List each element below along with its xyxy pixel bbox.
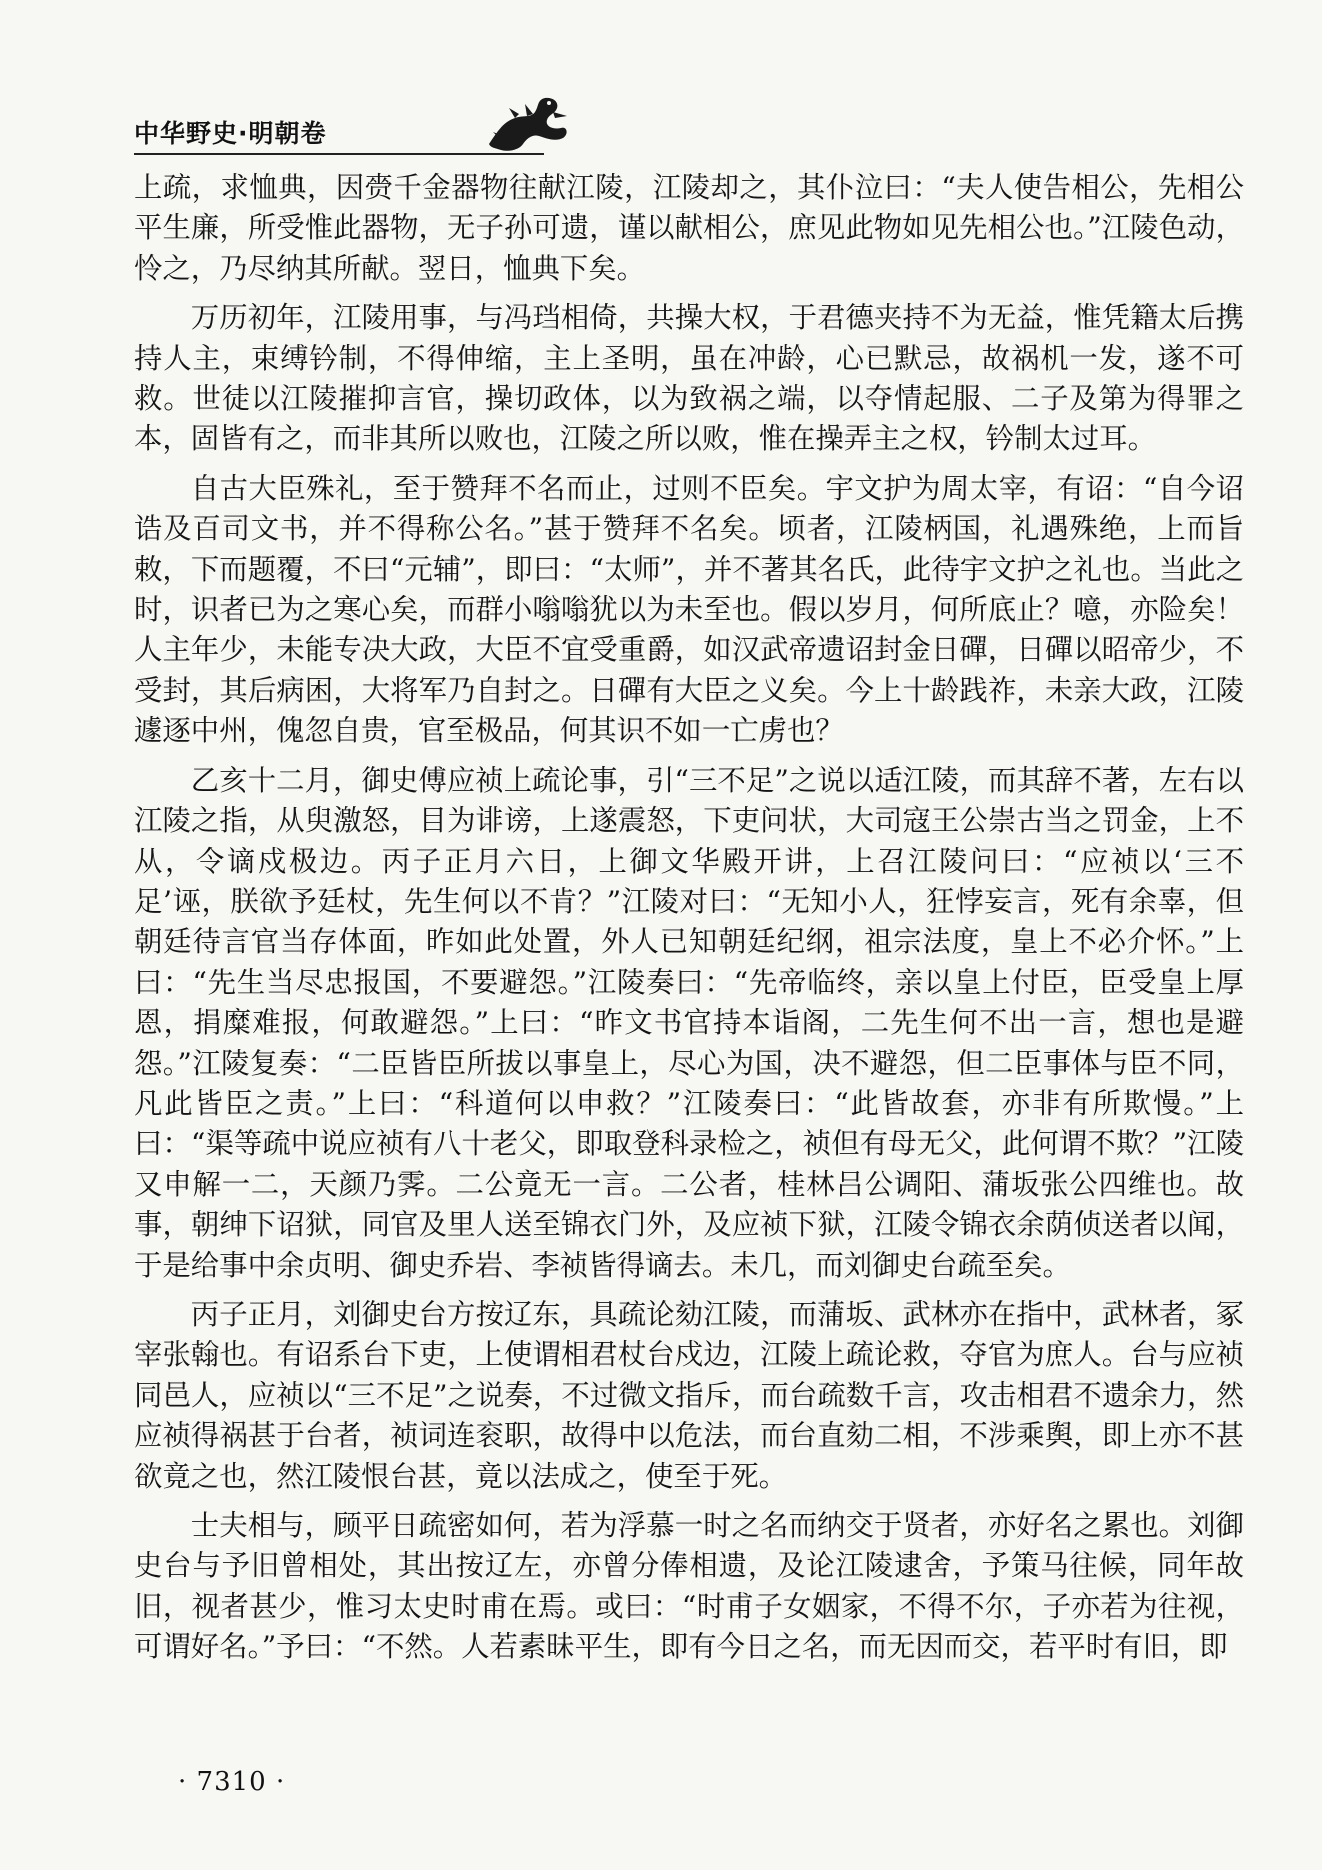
paragraph: 士夫相与，顾平日疏密如何，若为浮慕一时之名而纳交于贤者，亦好名之累也。刘御史台与予旧曾相处，其出按辽左，亦曾分俸相遗，及论江陵逮舍，予策马往候，同年故旧，视者甚少，惟习太史时甫在焉。或曰：“时甫子女姻家，不得不尔，子亦若为往视，可谓好名。”予曰：“不然。人若素昧平生，即有今日之名，而无因而交，若平时有旧，即 [134, 1509, 1244, 1664]
body-text [134, 168, 1244, 1677]
paragraph: 乙亥十二月，御史傅应祯上疏论事，引“三不足”之说以适江陵，而其辞不著，左右以江陵之指，从臾激怒，目为诽谤，上遂震怒，下吏问状，大司寇王公崇古当之罚金，上不从，令谪戍极边。丙子正月六日，上御文华殿开讲，上召江陵问曰：“应祯以‘三不足’诬，朕欲予廷杖，先生何以不肯？”江陵对曰：“无知小人，狂悖妄言，死有余辜，但朝廷待言官当存体面，昨如此处置，外人已知朝廷纪纲，祖宗法度，皇上不必介怀。”上曰：“先生当尽忠报国，不要避怨。”江陵奏曰：“先帝临终，亲以皇上付臣，臣受皇上厚恩，捐糜难报，何敢避怨。”上曰：“昨文书官持本诣阁，二先生何不出一言，想也是避怨。”江陵复奏：“二臣皆臣所拔以事皇上，尽心为国，决不避怨，但二臣事体与臣不同，凡此皆臣之责。”上曰：“科道何以申救？”江陵奏曰：“此皆故套，亦非有所欺慢。”上曰：“渠等疏中说应祯有八十老父，即取登科录检之，祯但有母无父，此何谓不欺？”江陵又申解一二，天颜乃霁。二公竟无一言。二公者，桂林吕公调阳、蒲坂张公四维也。故事，朝绅下诏狱，同官及里人送至锦衣门外，及应祯下狱，江陵令锦衣余荫侦送者以闻，于是给事中余贞明、御史乔岩、李祯皆得谪去。未几，而刘御史台疏至矣。 [134, 763, 1244, 1282]
dragon-emblem-icon [479, 92, 575, 156]
running-header [134, 92, 1244, 154]
header-title: 中华野史·明朝卷 [134, 119, 327, 148]
header-rule [134, 153, 544, 155]
paragraph: 上疏，求恤典，因赍千金器物往献江陵，江陵却之，其仆泣曰：“夫人使告相公，先相公平生廉，所受惟此器物，无子孙可遗，谨以献相公，庶见此物如见先相公也。”江陵色动，怜之，乃尽纳其所献。翌日，恤典下矣。 [134, 171, 1244, 285]
page-number: · 7310 · [178, 1767, 286, 1797]
paragraph: 丙子正月，刘御史台方按辽东，具疏论劾江陵，而蒲坂、武林亦在指中，武林者，冢宰张翰也。有诏系台下吏，上使谓相君杖台戍边，江陵上疏论救，夺官为庶人。台与应祯同邑人，应祯以“三不足”之说奏，不过微文指斥，而台疏数千言，攻击相君不遗余力，然应祯得祸甚于台者，祯词连衮职，故得中以危法，而台直劾二相，不涉乘舆，即上亦不甚欲竟之也，然江陵恨台甚，竟以法成之，使至于死。 [134, 1297, 1244, 1493]
paragraph: 自古大臣殊礼，至于赞拜不名而止，过则不臣矣。宇文护为周太宰，有诏：“自今诏诰及百司文书，并不得称公名。”甚于赞拜不名矣。顷者，江陵柄国，礼遇殊绝，上而旨敕，下而题覆，不曰“元辅”，即曰：“太师”，并不著其名氏，此待宇文护之礼也。当此之时，识者已为之寒心矣，而群小嗡嗡犹以为未至也。假以岁月，何所底止？噫，亦险矣！人主年少，未能专决大政，大臣不宜受重爵，如汉武帝遗诏封金日磾，日磾以昭帝少，不受封，其后病困，大将军乃自封之。日磾有大臣之义矣。今上十龄践祚，未亲大政，江陵遽逐中州，傀忽自贵，官至极品，何其识不如一亡虏也？ [134, 471, 1244, 748]
paragraph: 万历初年，江陵用事，与冯珰相倚，共操大权，于君德夹持不为无益，惟凭籍太后携持人主，束缚钤制，不得伸缩，主上圣明，虽在冲龄，心已默忌，故祸机一发，遂不可救。世徒以江陵摧抑言官，操切政体，以为致祸之端，以夺情起服、二子及第为得罪之本，固皆有之，而非其所以败也，江陵之所以败，惟在操弄主之权，钤制太过耳。 [134, 301, 1244, 456]
